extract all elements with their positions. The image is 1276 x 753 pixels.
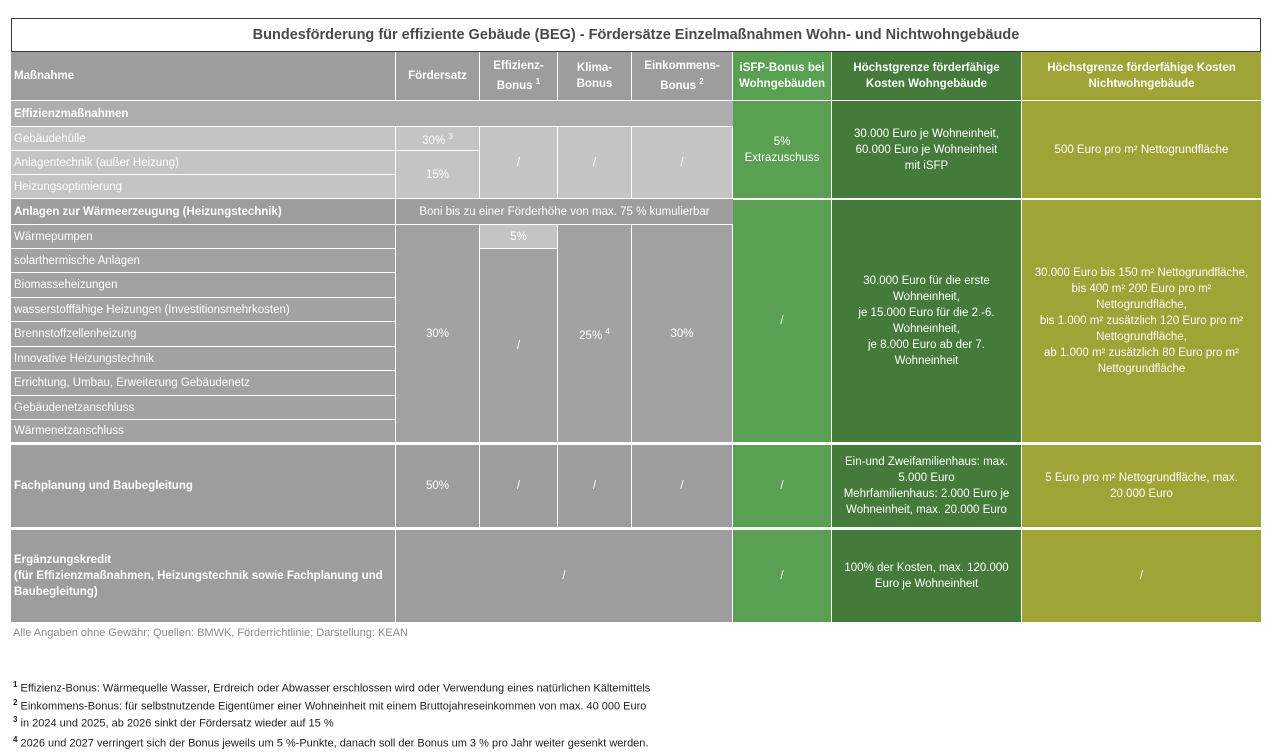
isfp-bonus-kredit: /: [733, 528, 832, 622]
effizienz-bonus-effizienz: /: [480, 126, 558, 199]
hoechstgrenze-wohn-fachplanung: Ein-und Zweifamilienhaus: max. 5.000 Euro Mehrfamilienhaus: 2.000 Euro je Wohneinheit, max. 20.000 Euro: [832, 443, 1022, 528]
item-anlagentechnik: Anlagentechnik (außer Heizung): [11, 150, 396, 174]
row-ergaenzungskredit: Ergänzungskredit (für Effizienzmaßnahmen, Heizungstechnik sowie Fachplanung und Baubegleitung): [11, 528, 396, 622]
hoechstgrenze-wohn-heizung: 30.000 Euro für die erste Wohneinheit, je 15.000 Euro für die 2.-6. Wohneinheit, je 8.000 Euro ab der 7. Wohneinheit: [832, 199, 1022, 443]
header-klima-bonus: Klima-Bonus: [558, 52, 632, 100]
item-gebaeudenetz: Errichtung, Umbau, Erweiterung Gebäudenetz: [11, 370, 396, 395]
section-effizienz: Effizienzmaßnahmen: [11, 100, 733, 126]
einkommens-bonus-heizung: 30%: [632, 224, 733, 443]
hoechstgrenze-nichtwohn-heizung: 30.000 Euro bis 150 m² Nettogrundfläche, bis 400 m² 200 Euro pro m² Nettogrundfläche, bis 1.000 m² zusätzlich 120 Euro pro m² Nettogrundfläche, ab 1.000 m² zusätzlich 80 Euro pro m² Nettogrundfläche: [1022, 199, 1261, 443]
klima-bonus-heizung: 25% $^4$: [558, 224, 632, 443]
hoechstgrenze-nichtwohn-effizienz: 500 Euro pro m² Nettogrundfläche: [1022, 100, 1261, 199]
isfp-bonus-fachplanung: /: [733, 443, 832, 528]
hoechstgrenze-wohn-effizienz: 30.000 Euro je Wohneinheit, 60.000 Euro je Wohneinheit mit iSFP: [832, 100, 1022, 199]
footnote-3: $^3$ in 2024 und 2025, ab 2026 sinkt der Fördersatz wieder auf 15 %: [13, 715, 334, 730]
item-gebaeudenetzanschluss: Gebäudenetzanschluss: [11, 395, 396, 419]
item-gebaeudehuelle: Gebäudehülle: [11, 126, 396, 150]
section-heizung: Anlagen zur Wärmeerzeugung (Heizungstechnik): [11, 199, 396, 224]
row-fachplanung: Fachplanung und Baubegleitung: [11, 443, 396, 528]
footnote-2: $^2$ Einkommens-Bonus: für selbstnutzende Eigentümer einer Wohneinheit mit einem Bruttojahreseinkommen von max. 40 000 Euro: [13, 698, 647, 713]
hoechstgrenze-nichtwohn-kredit: /: [1022, 528, 1261, 622]
item-heizungsoptimierung: Heizungsoptimierung: [11, 174, 396, 199]
header-hoechstgrenze-nichtwohn: Höchstgrenze förderfähige Kosten Nichtwohngebäude: [1022, 52, 1261, 100]
header-hoechstgrenze-wohn: Höchstgrenze förderfähige Kosten Wohngebäude: [832, 52, 1022, 100]
effizienz-bonus-heizung: /: [480, 248, 558, 443]
effizienz-bonus-waermepumpe: 5%: [480, 224, 558, 248]
rate-fachplanung: 50%: [396, 443, 480, 528]
item-solarthermie: solarthermische Anlagen: [11, 248, 396, 272]
source-note: Alle Angaben ohne Gewähr; Quellen: BMWK, Förderrichtlinie; Darstellung: KEAN: [13, 627, 408, 639]
header-einkommens-bonus: Einkommens-Bonus $^2$: [632, 52, 733, 100]
item-waermepumpen: Wärmepumpen: [11, 224, 396, 248]
item-waermenetzanschluss: Wärmenetzanschluss: [11, 419, 396, 443]
einkommens-bonus-fachplanung: /: [632, 443, 733, 528]
isfp-bonus-effizienz: 5% Extrazuschuss: [733, 100, 832, 199]
klima-bonus-effizienz: /: [558, 126, 632, 199]
kredit-boni-cell: /: [396, 528, 733, 622]
klima-bonus-fachplanung: /: [558, 443, 632, 528]
item-biomasse: Biomasseheizungen: [11, 272, 396, 297]
header-effizienz-bonus: Effizienz-Bonus $^1$: [480, 52, 558, 100]
effizienz-bonus-fachplanung: /: [480, 443, 558, 528]
rate-heizung: 30%: [396, 224, 480, 443]
header-massnahme: Maßnahme: [11, 52, 396, 100]
isfp-bonus-heizung: /: [733, 199, 832, 443]
hoechstgrenze-wohn-kredit: 100% der Kosten, max. 120.000 Euro je Wohneinheit: [832, 528, 1022, 622]
item-brennstoffzelle: Brennstoffzellenheizung: [11, 321, 396, 346]
footnote-1: $^1$ Effizienz-Bonus: Wärmequelle Wasser, Erdreich oder Abwasser erschlossen wird oder Verwendung eines natürlichen Kältemittels: [13, 680, 651, 695]
header-foerdersatz: Fördersatz: [396, 52, 480, 100]
footnote-4: $^4$ 2026 und 2027 verringert sich der Bonus jeweils um 5 %-Punkte, danach soll der Bonus um 3 % pro Jahr weiter gesenkt werden.: [13, 735, 649, 750]
header-isfp-bonus: iSFP-Bonus bei Wohngebäuden: [733, 52, 832, 100]
item-wasserstoff: wasserstofffähige Heizungen (Investitionsmehrkosten): [11, 297, 396, 321]
hoechstgrenze-nichtwohn-fachplanung: 5 Euro pro m² Nettogrundfläche, max. 20.000 Euro: [1022, 443, 1261, 528]
rate-effizienz-rest: 15%: [396, 150, 480, 199]
table-title: Bundesförderung für effiziente Gebäude (BEG) - Fördersätze Einzelmaßnahmen Wohn- und Nichtwohngebäude: [11, 18, 1261, 52]
item-innovative-heizung: Innovative Heizungstechnik: [11, 346, 396, 370]
rate-gebaeudehuelle: 30% $^3$: [396, 126, 480, 150]
einkommens-bonus-effizienz: /: [632, 126, 733, 199]
boni-note: Boni bis zu einer Förderhöhe von max. 75 % kumulierbar: [396, 199, 733, 224]
